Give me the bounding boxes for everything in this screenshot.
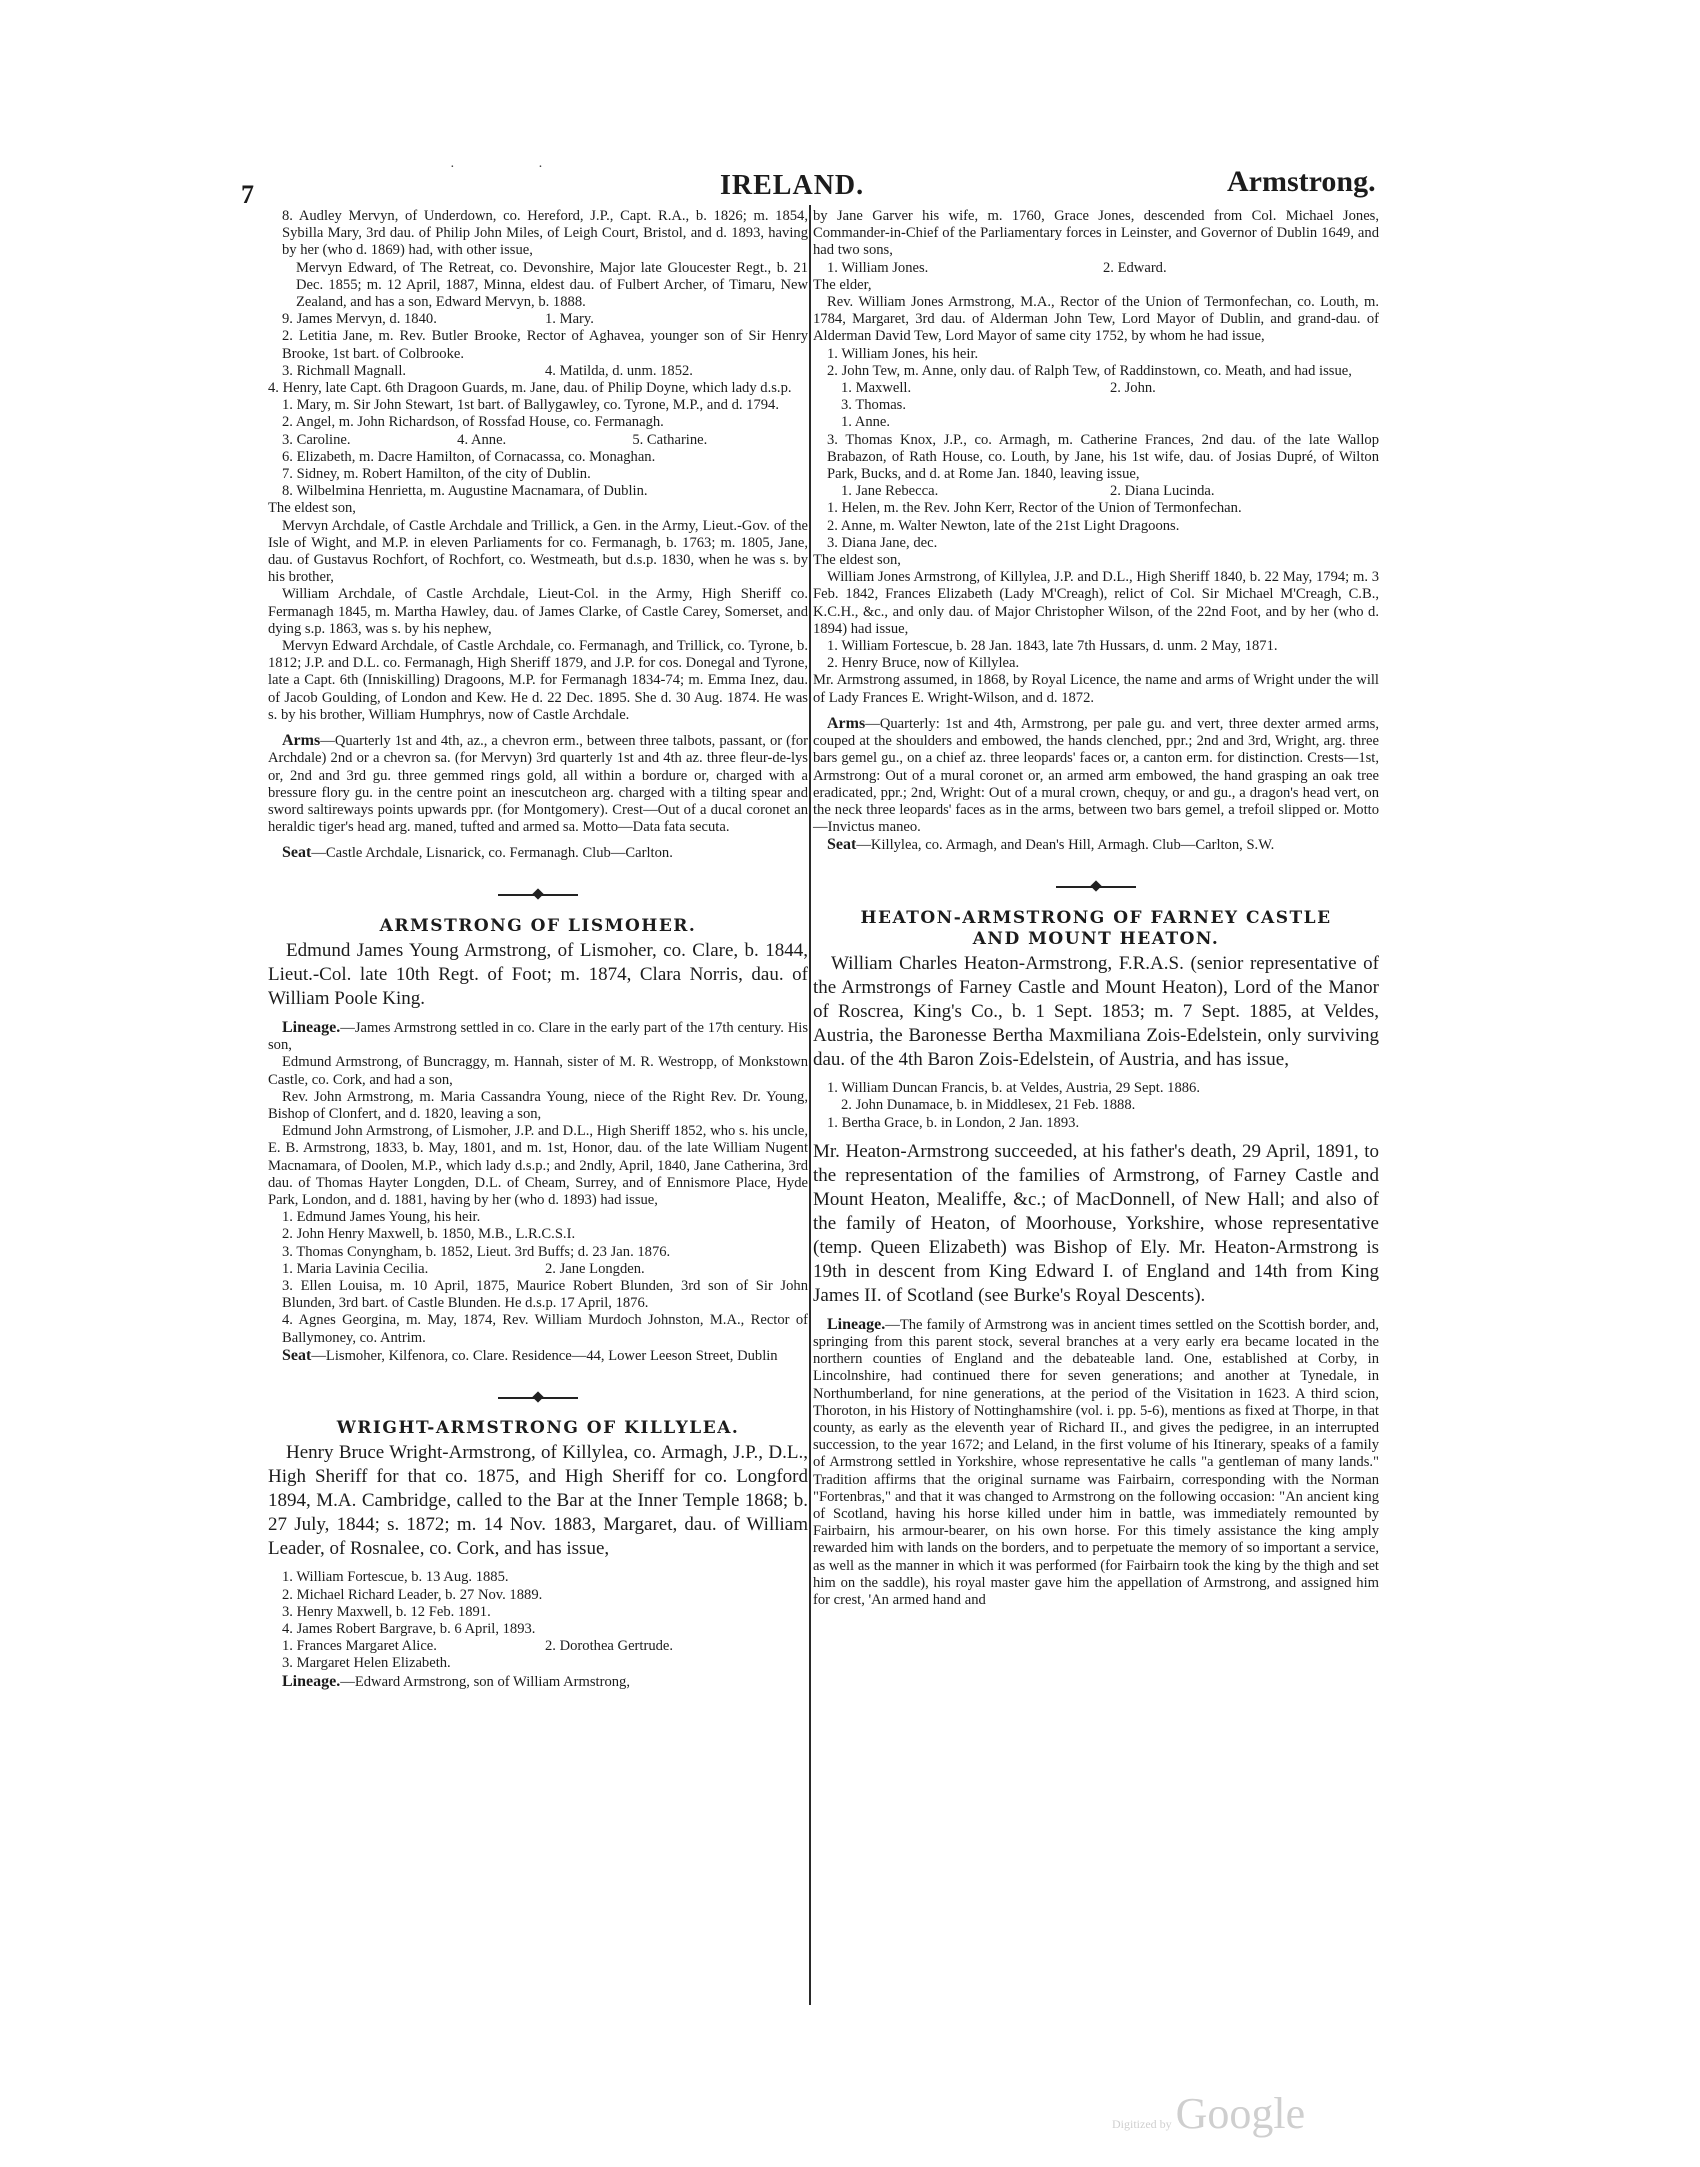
lineage-label: Lineage. <box>282 1018 341 1036</box>
entry-letitia-jane: 2. Letitia Jane, m. Rev. Butler Brooke, Rector of Aghavea, younger son of Sir Henry Brooke, 1st bart. of Colbrooke. <box>282 328 808 362</box>
lismoher-edmund-buncraggy: Edmund Armstrong, of Buncraggy, m. Hannah, sister of M. R. Westropp, of Monkstown Castle, co. Cork, and had a son, <box>268 1054 808 1088</box>
section-title-heaton-line1: HEATON-ARMSTRONG OF FARNEY CASTLE <box>860 907 1332 928</box>
lismoher-lead: Edmund James Young Armstrong, of Lismoher, co. Clare, b. 1844, Lieut.-Col. late 10th Regt. of Foot; m. 1874, Clara Norris, dau. of William Poole King. <box>268 939 808 1009</box>
entry-row <box>813 483 1379 500</box>
seat-label: Seat <box>827 836 857 854</box>
entry-caroline: 3. Caroline. <box>282 431 351 448</box>
heaton-child: 2. John Dunamace, b. in Middlesex, 21 Feb. 1888. <box>841 1097 1136 1114</box>
entry-william-jones: 1. William Jones. <box>827 259 929 276</box>
lismoher-child: 3. Thomas Conyngham, b. 1852, Lieut. 3rd Buffs; d. 23 Jan. 1876. <box>282 1243 671 1260</box>
entry-row <box>268 432 808 449</box>
lismoher-child: 4. Agnes Georgina, m. May, 1874, Rev. William Murdoch Johnston, M.A., Rector of Ballymoney, co. Antrim. <box>282 1312 808 1346</box>
entry-matilda: 4. Matilda, d. unm. 1852. <box>545 362 693 379</box>
arms-paragraph <box>268 732 808 836</box>
entry-row <box>268 311 808 328</box>
entry-anne: 4. Anne. <box>457 431 507 448</box>
killylea-child: 3. Henry Maxwell, b. 12 Feb. 1891. <box>282 1603 491 1620</box>
entry-mervyn-edward: Mervyn Edward, of The Retreat, co. Devonshire, Major late Gloucester Regt., b. 21 Dec. 1855; m. 12 April, 1887, Minna, eldest dau. of Fulbert Archer, of Timaru, New Zealand, and has a son, Edward Mervyn, b. 1888. <box>296 259 808 311</box>
entry-grace-jones: by Jane Garver his wife, m. 1760, Grace Jones, descended from Col. Michael Jones, Commander-in-Chief of the Parliamentary forces in Leinster, and Governor of Dublin 1649, and had two sons, <box>813 208 1379 259</box>
entry-audley-mervyn: 8. Audley Mervyn, of Underdown, co. Hereford, J.P., Capt. R.A., b. 1826; m. 1854, Sybilla Mary, 3rd dau. of Philip John Miles, of Leigh Court, Bristol, and d. 1893, having by her (who d. 1869) had, with other issue, <box>282 208 808 259</box>
killylea-lead: Henry Bruce Wright-Armstrong, of Killylea, co. Armagh, J.P., D.L., High Sheriff for that co. 1875, and High Sheriff for co. Longford 1894, M.A. Cambridge, called to the Bar at the Inner Temple 1868; b. 27 July, 1844; s. 1872; m. 14 Nov. 1883, Margaret, dau. of William Leader, of Rosnalee, co. Cork, and has issue, <box>268 1442 808 1560</box>
entry-edward: 2. Edward. <box>1103 259 1167 276</box>
elder-label: The elder, <box>813 276 872 293</box>
running-head-surname: Armstrong. <box>1227 165 1376 198</box>
entry-thomas: 3. Thomas. <box>841 397 906 414</box>
lismoher-child: 1. Maria Lavinia Cecilia. <box>282 1260 429 1277</box>
entry-anne: 1. Anne. <box>841 414 891 431</box>
seat-text: —Killylea, co. Armagh, and Dean's Hill, Armagh. Club—Carlton, S.W. <box>856 837 1275 854</box>
arms-label: Arms <box>282 732 321 750</box>
killylea-child: 4. James Robert Bargrave, b. 6 April, 1893. <box>282 1621 536 1637</box>
lineage-label: Lineage. <box>827 1315 886 1333</box>
lismoher-child: 2. Jane Longden. <box>545 1260 645 1277</box>
eldest-son-label: The eldest son, <box>268 500 356 517</box>
scan-specks: · · <box>450 160 583 175</box>
seat-paragraph <box>813 836 1379 854</box>
section-title-killylea: WRIGHT-ARMSTRONG OF KILLYLEA. <box>336 1418 740 1439</box>
entry-john: 2. John. <box>1110 380 1156 397</box>
page-marker: 7 <box>241 180 254 209</box>
killylea-child: 1. Frances Margaret Alice. <box>282 1638 437 1655</box>
entry-william-jones-armstrong: William Jones Armstrong, of Killylea, J.P. and D.L., High Sheriff 1840, b. 22 May, 1794; m. 3 Feb. 1842, Frances Elizabeth (Lady M'Creagh), relict of Col. Sir Michael M'Creagh, C.B., K.C.H., &c., and only dau. of Major Christopher Wilson, of the 22nd Foot, and by her (who d. 1894) had issue, <box>813 569 1379 637</box>
seat-text: —Lismoher, Kilfenora, co. Clare. Residence—44, Lower Leeson Street, Dublin <box>311 1347 778 1364</box>
entry-mary-stewart: 1. Mary, m. Sir John Stewart, 1st bart. of Ballygawley, co. Tyrone, M.P., and d. 1794. <box>282 397 779 414</box>
heaton-child: 1. Bertha Grace, b. in London, 2 Jan. 1893. <box>827 1114 1080 1131</box>
entry-anne-newton: 2. Anne, m. Walter Newton, late of the 21st Light Dragoons. <box>827 517 1180 534</box>
entry-helen: 1. Helen, m. the Rev. John Kerr, Rector of the Union of Termonfechan. <box>827 500 1242 517</box>
lismoher-child: 3. Ellen Louisa, m. 10 April, 1875, Maurice Robert Blunden, 3rd son of Sir John Blunden, 3rd bart. of Castle Blunden. He d.s.p. 17 April, 1876. <box>282 1277 808 1312</box>
heaton-lead: William Charles Heaton-Armstrong, F.R.A.S. (senior representative of the Armstrongs of Farney Castle and Mount Heaton), Lord of the Manor of Roscrea, King's Co., b. 1 Sept. 1853; m. 7 Sept. 1885, at Veldes, Austria, the Baronesse Bertha Maxmiliana Zois-Edelstein, only surviving dau. of the 4th Baron Zois-Edelstein, of Austria, and has issue, <box>813 953 1379 1071</box>
seat-label: Seat <box>282 844 312 862</box>
royal-licence-note: Mr. Armstrong assumed, in 1868, by Royal Licence, the name and arms of Wright under the will of Lady Frances E. Wright-Wilson, and d. 1872. <box>813 672 1379 706</box>
killylea-child: 2. Michael Richard Leader, b. 27 Nov. 1889. <box>282 1586 543 1603</box>
section-ornament <box>268 887 808 904</box>
entry-catharine: 5. Catharine. <box>632 431 708 448</box>
section-ornament <box>268 1389 808 1406</box>
entry-maxwell: 1. Maxwell. <box>841 380 912 397</box>
heaton-child: 1. William Duncan Francis, b. at Veldes, Austria, 29 Sept. 1886. <box>827 1080 1200 1097</box>
lineage-text: —Edward Armstrong, son of William Armstrong, <box>340 1673 630 1690</box>
killylea-child: 1. William Fortescue, b. 13 Aug. 1885. <box>282 1569 509 1586</box>
section-ornament <box>813 879 1379 896</box>
entry-henry: 4. Henry, late Capt. 6th Dragoon Guards, m. Jane, dau. of Philip Doyne, which lady d.s.p. <box>268 380 792 397</box>
watermark-small-text: Digitized by <box>1112 2117 1172 2131</box>
entry-wilhelmina: 8. Wilbelmina Henrietta, m. Augustine Macnamara, of Dublin. <box>282 483 648 500</box>
arms-label: Arms <box>827 714 866 732</box>
entry-row <box>268 363 808 380</box>
entry-row <box>813 380 1379 397</box>
lismoher-child-row <box>268 1261 808 1278</box>
right-column <box>813 208 1379 1609</box>
entry-row <box>813 260 1379 277</box>
lismoher-rev-john: Rev. John Armstrong, m. Maria Cassandra Young, niece of the Right Rev. Dr. Young, Bishop of Clonfert, and d. 1820, leaving a son, <box>268 1088 808 1122</box>
entry-rev-william-jones: Rev. William Jones Armstrong, M.A., Rector of the Union of Termonfechan, co. Louth, m. 1784, Margaret, 3rd dau. of Alderman John Tew, Lord Mayor of Dublin, and grand-dau. of Alderman David Tew, Lord Mayor of same city 1752, by whom he had issue, <box>813 294 1379 345</box>
entry-diana-jane: 3. Diana Jane, dec. <box>827 534 938 551</box>
entry-mervyn-archdale: Mervyn Archdale, of Castle Archdale and Trillick, a Gen. in the Army, Lieut.-Gov. of the Isle of Wight, and M.P. in eleven Parliaments for co. Fermanagh, b. 1763; m. 1805, Jane, dau. of Gustavus Rochfort, of Rochfort, co. Westmeath, but d.s.p. 1830, when he was s. by his brother, <box>268 517 808 586</box>
left-column <box>268 208 808 1691</box>
lineage-label: Lineage. <box>282 1672 341 1690</box>
killylea-child: 3. Margaret Helen Elizabeth. <box>282 1655 451 1672</box>
column-divider <box>809 205 811 2005</box>
entry-thomas-knox: 3. Thomas Knox, J.P., co. Armagh, m. Catherine Frances, 2nd dau. of the late Wallop Brabazon, of Rath House, co. Louth, by Jane, his 1st wife, dau. of Josias Dupré, of Wilton Park, Bucks, and d. at Rome Jan. 1840, leaving issue, <box>827 431 1379 483</box>
heaton-succession: Mr. Heaton-Armstrong succeeded, at his father's death, 29 April, 1891, to the representation of the families of Armstrong, of Farney Castle and Mount Heaton, Mealiffe, &c.; of MacDonnell, of New Hall; and also of the family of Heaton, of Moorhouse, Yorkshire, whose representative (temp. Queen Elizabeth) was Bishop of Ely. Mr. Heaton-Armstrong is 19th in descent from King Edward I. of England and 14th from King James II. of Scotland (see Burke's Royal Descents). <box>813 1140 1379 1306</box>
lismoher-edmund-john: Edmund John Armstrong, of Lismoher, J.P. and D.L., High Sheriff 1852, who s. his uncle, E. B. Armstrong, 1833, b. May, 1801, and m. 1st, Honor, dau. of the late William Nugent Macnamara, of Doolen, M.P., which lady d.s.p.; and 2ndly, April, 1840, Jane Catherina, 3rd dau. of Thomas Hayter Longden, D.L. of Cheam, Surrey, and of Ennismore Place, Hyde Park, London, and d. 1881, having by her (who d. 1893) had issue, <box>268 1123 808 1208</box>
entry-child: 1. William Jones, his heir. <box>827 345 979 362</box>
entry-diana-lucinda: 2. Diana Lucinda. <box>1110 483 1215 500</box>
entry-henry-bruce: 2. Henry Bruce, now of Killylea. <box>827 655 1020 672</box>
entry-jane-rebecca: 1. Jane Rebecca. <box>841 483 939 500</box>
arms-text: —Quarterly: 1st and 4th, Armstrong, per pale gu. and vert, three dexter armed arms, couped at the shoulders and embowed, the hands clenched, ppr.; 2nd and 3rd, Wright, arg. three bars gemel gu., on a chief az. three leopards' faces or, a canton erm. for distinction. Crests—1st, Armstrong: Out of a mural coronet or, an armed arm embowed, the hand grasping an oak tree eradicated, ppr.; 2nd, Wright: Out of a mural crown, chequy, or and gu., a dragon's head vert, on the neck three leopards' faces as in the arms, between two bars gemel, a trefoil slipped or. Motto—Invictus maneo. <box>813 715 1379 836</box>
digitized-by-google-watermark <box>1112 2088 1305 2139</box>
google-logo-text: Google <box>1175 2089 1306 2138</box>
lismoher-child: 2. John Henry Maxwell, b. 1850, M.B., L.R.C.S.I. <box>282 1226 576 1243</box>
lineage-text: —James Armstrong settled in co. Clare in the early part of the 17th century. His son, <box>268 1019 808 1054</box>
running-title: IRELAND. <box>720 170 865 201</box>
lismoher-lineage <box>268 1019 808 1054</box>
arms-text: —Quarterly 1st and 4th, az., a chevron erm., between three talbots, passant, or (for Archdale) 2nd or a chevron sa. (for Mervyn) 3rd quarterly 1st and 4th az. three fleur-de-lys or, 2nd and 3rd gu. three gemmed rings gold, all within a bordure or, charged with a bressure flory gu. in the centre point an inescutcheon arg. charged with a tilting spear and sword saltireways points upwards ppr. (for Montgomery). Crest—Out of a ducal coronet an heraldic tiger's head arg. maned, tufted and armed sa. Motto—Data fata secuta. <box>268 733 808 836</box>
section-title-heaton-line2: AND MOUNT HEATON. <box>972 928 1220 949</box>
entry-james-mervyn: 9. James Mervyn, d. 1840. <box>282 311 437 328</box>
entry-william-archdale: William Archdale, of Castle Archdale, Lieut-Col. in the Army, High Sheriff co. Fermanagh 1845, m. Martha Hawley, dau. of James Clarke, of Castle Carey, Somerset, and dying s.p. 1863, was s. by his nephew, <box>268 586 808 637</box>
entry-sidney: 7. Sidney, m. Robert Hamilton, of the city of Dublin. <box>282 466 591 483</box>
section-title-lismoher: ARMSTRONG OF LISMOHER. <box>379 915 697 936</box>
entry-elizabeth: 6. Elizabeth, m. Dacre Hamilton, of Cornacassa, co. Monaghan. <box>282 448 656 465</box>
killylea-child: 2. Dorothea Gertrude. <box>545 1638 674 1655</box>
arms-paragraph <box>813 715 1379 836</box>
entry-mervyn-edward-archdale: Mervyn Edward Archdale, of Castle Archdale, co. Fermanagh, and Trillick, co. Tyrone, b. 1812; J.P. and D.L. co. Fermanagh, High Sheriff 1879, and J.P. for cos. Donegal and Tyrone, late a Capt. 6th (Inniskilling) Dragoons, M.P. for Fermanagh 1834-74; m. Emma Inez, dau. of Jacob Goulding, of London and Kew. He d. 22 Dec. 1895. She d. 30 Aug. 1874. He was s. by his brother, William Humphrys, now of Castle Archdale. <box>268 638 808 723</box>
lismoher-child: 1. Edmund James Young, his heir. <box>282 1209 481 1226</box>
seat-paragraph <box>268 844 808 862</box>
entry-mary: 1. Mary. <box>545 311 594 328</box>
entry-john-tew: 2. John Tew, m. Anne, only dau. of Ralph Tew, of Raddinstown, co. Meath, and had issue, <box>827 362 1352 379</box>
lineage-text: —The family of Armstrong was in ancient times settled on the Scottish border, and, springing from this parent stock, several branches at a very early era became located in the northern counties of England and the debateable land. One, established at Corby, in Lincolnshire, had continued there for seven generations; and another at Tynedale, in Northumberland, for nine generations, at the period of the Visitation in 1623. A third scion, Thoroton, in his History of Nottinghamshire (vol. i. pp. 5-6), mentions as fixed at Thorpe, in that county, as early as the eleventh year of Richard II., and gives the pedigree, in an interrupted succession, to the year 1672; and Leland, in the first volume of his Itinerary, speaks of a family of Armstrong settled in Yorkshire, whose representative he calls "a gentleman of many lands." Tradition affirms that the original surname was Fairbairn, corresponding with the Norman "Fortenbras," and that it was changed to Armstrong on the following occasion: "An ancient king of Scotland, having his horse killed under him in battle, was immediately remounted by Fairbairn, his armour-bearer, on his own horse. For this timely assistance the king amply rewarded him with lands on the borders, and to perpetuate the memory of so important a service, as well as the manner in which it was performed (for Fairbairn took the king by the thigh and set him on the saddle), his royal master gave him the appellation of Armstrong, and assigned him for crest, 'An armed hand and <box>813 1316 1379 1608</box>
killylea-child-row <box>268 1638 808 1655</box>
killylea-lineage <box>268 1673 808 1691</box>
heaton-lineage <box>813 1316 1379 1609</box>
entry-angel: 2. Angel, m. John Richardson, of Rossfad House, co. Fermanagh. <box>282 414 664 431</box>
eldest-son-label: The eldest son, <box>813 552 901 569</box>
lismoher-seat <box>268 1347 808 1365</box>
seat-text: —Castle Archdale, Lisnarick, co. Fermanagh. Club—Carlton. <box>311 845 673 862</box>
entry-richmall: 3. Richmall Magnall. <box>282 362 407 379</box>
entry-william-fortescue: 1. William Fortescue, b. 28 Jan. 1843, late 7th Hussars, d. unm. 2 May, 1871. <box>827 638 1278 655</box>
seat-label: Seat <box>282 1346 312 1364</box>
